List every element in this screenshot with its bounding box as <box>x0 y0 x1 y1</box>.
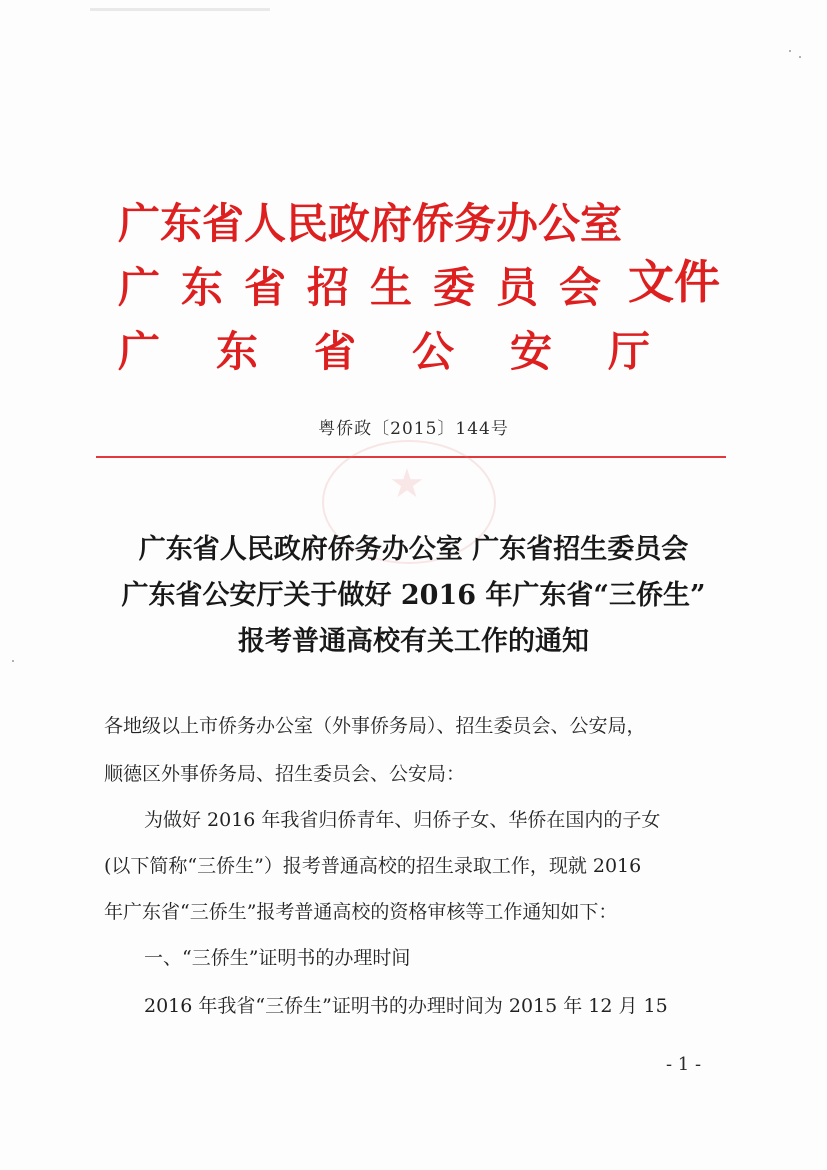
issuer-line-admissions-committee: 广东省招生委员会 <box>118 263 623 312</box>
body-paragraph-line: 年广东省“三侨生”报考普通高校的资格审核等工作通知如下： <box>104 901 618 923</box>
body-paragraph-line: 2016 年我省“三侨生”证明书的办理时间为 2015 年 12 月 15 <box>144 995 668 1017</box>
page-number: - 1 - <box>666 1054 702 1075</box>
recipients-line-2: 顺德区外事侨务局、招生委员会、公安局： <box>104 763 466 785</box>
issuer-line-overseas-chinese-office: 广东省人民政府侨务办公室 <box>118 199 623 248</box>
recipients-line-1: 各地级以上市侨务办公室（外事侨务局）、招生委员会、公安局， <box>104 715 646 737</box>
scan-speck <box>789 50 791 52</box>
notice-title-line-3: 报考普通高校有关工作的通知 <box>238 626 589 657</box>
seal-star-icon: ★ <box>389 461 425 507</box>
section-heading-1: 一、“三侨生”证明书的办理时间 <box>144 947 411 969</box>
document-number: 粤侨政〔2015〕144号 <box>318 419 509 439</box>
scan-artifact <box>90 8 270 11</box>
body-paragraph-line: (以下简称“三侨生”）报考普通高校的招生录取工作，现就 2016 <box>104 855 642 877</box>
notice-title-line-1: 广东省人民政府侨务办公室 广东省招生委员会 <box>138 534 689 565</box>
scan-speck <box>799 56 801 58</box>
document-type-label: 文件 <box>628 255 720 309</box>
body-paragraph-line: 为做好 2016 年我省归侨青年、归侨子女、华侨在国内的子女 <box>144 809 661 831</box>
notice-title-line-2: 广东省公安厅关于做好 2016 年广东省“三侨生” <box>121 580 706 611</box>
issuer-line-public-security: 广东省公安厅 <box>118 327 707 376</box>
